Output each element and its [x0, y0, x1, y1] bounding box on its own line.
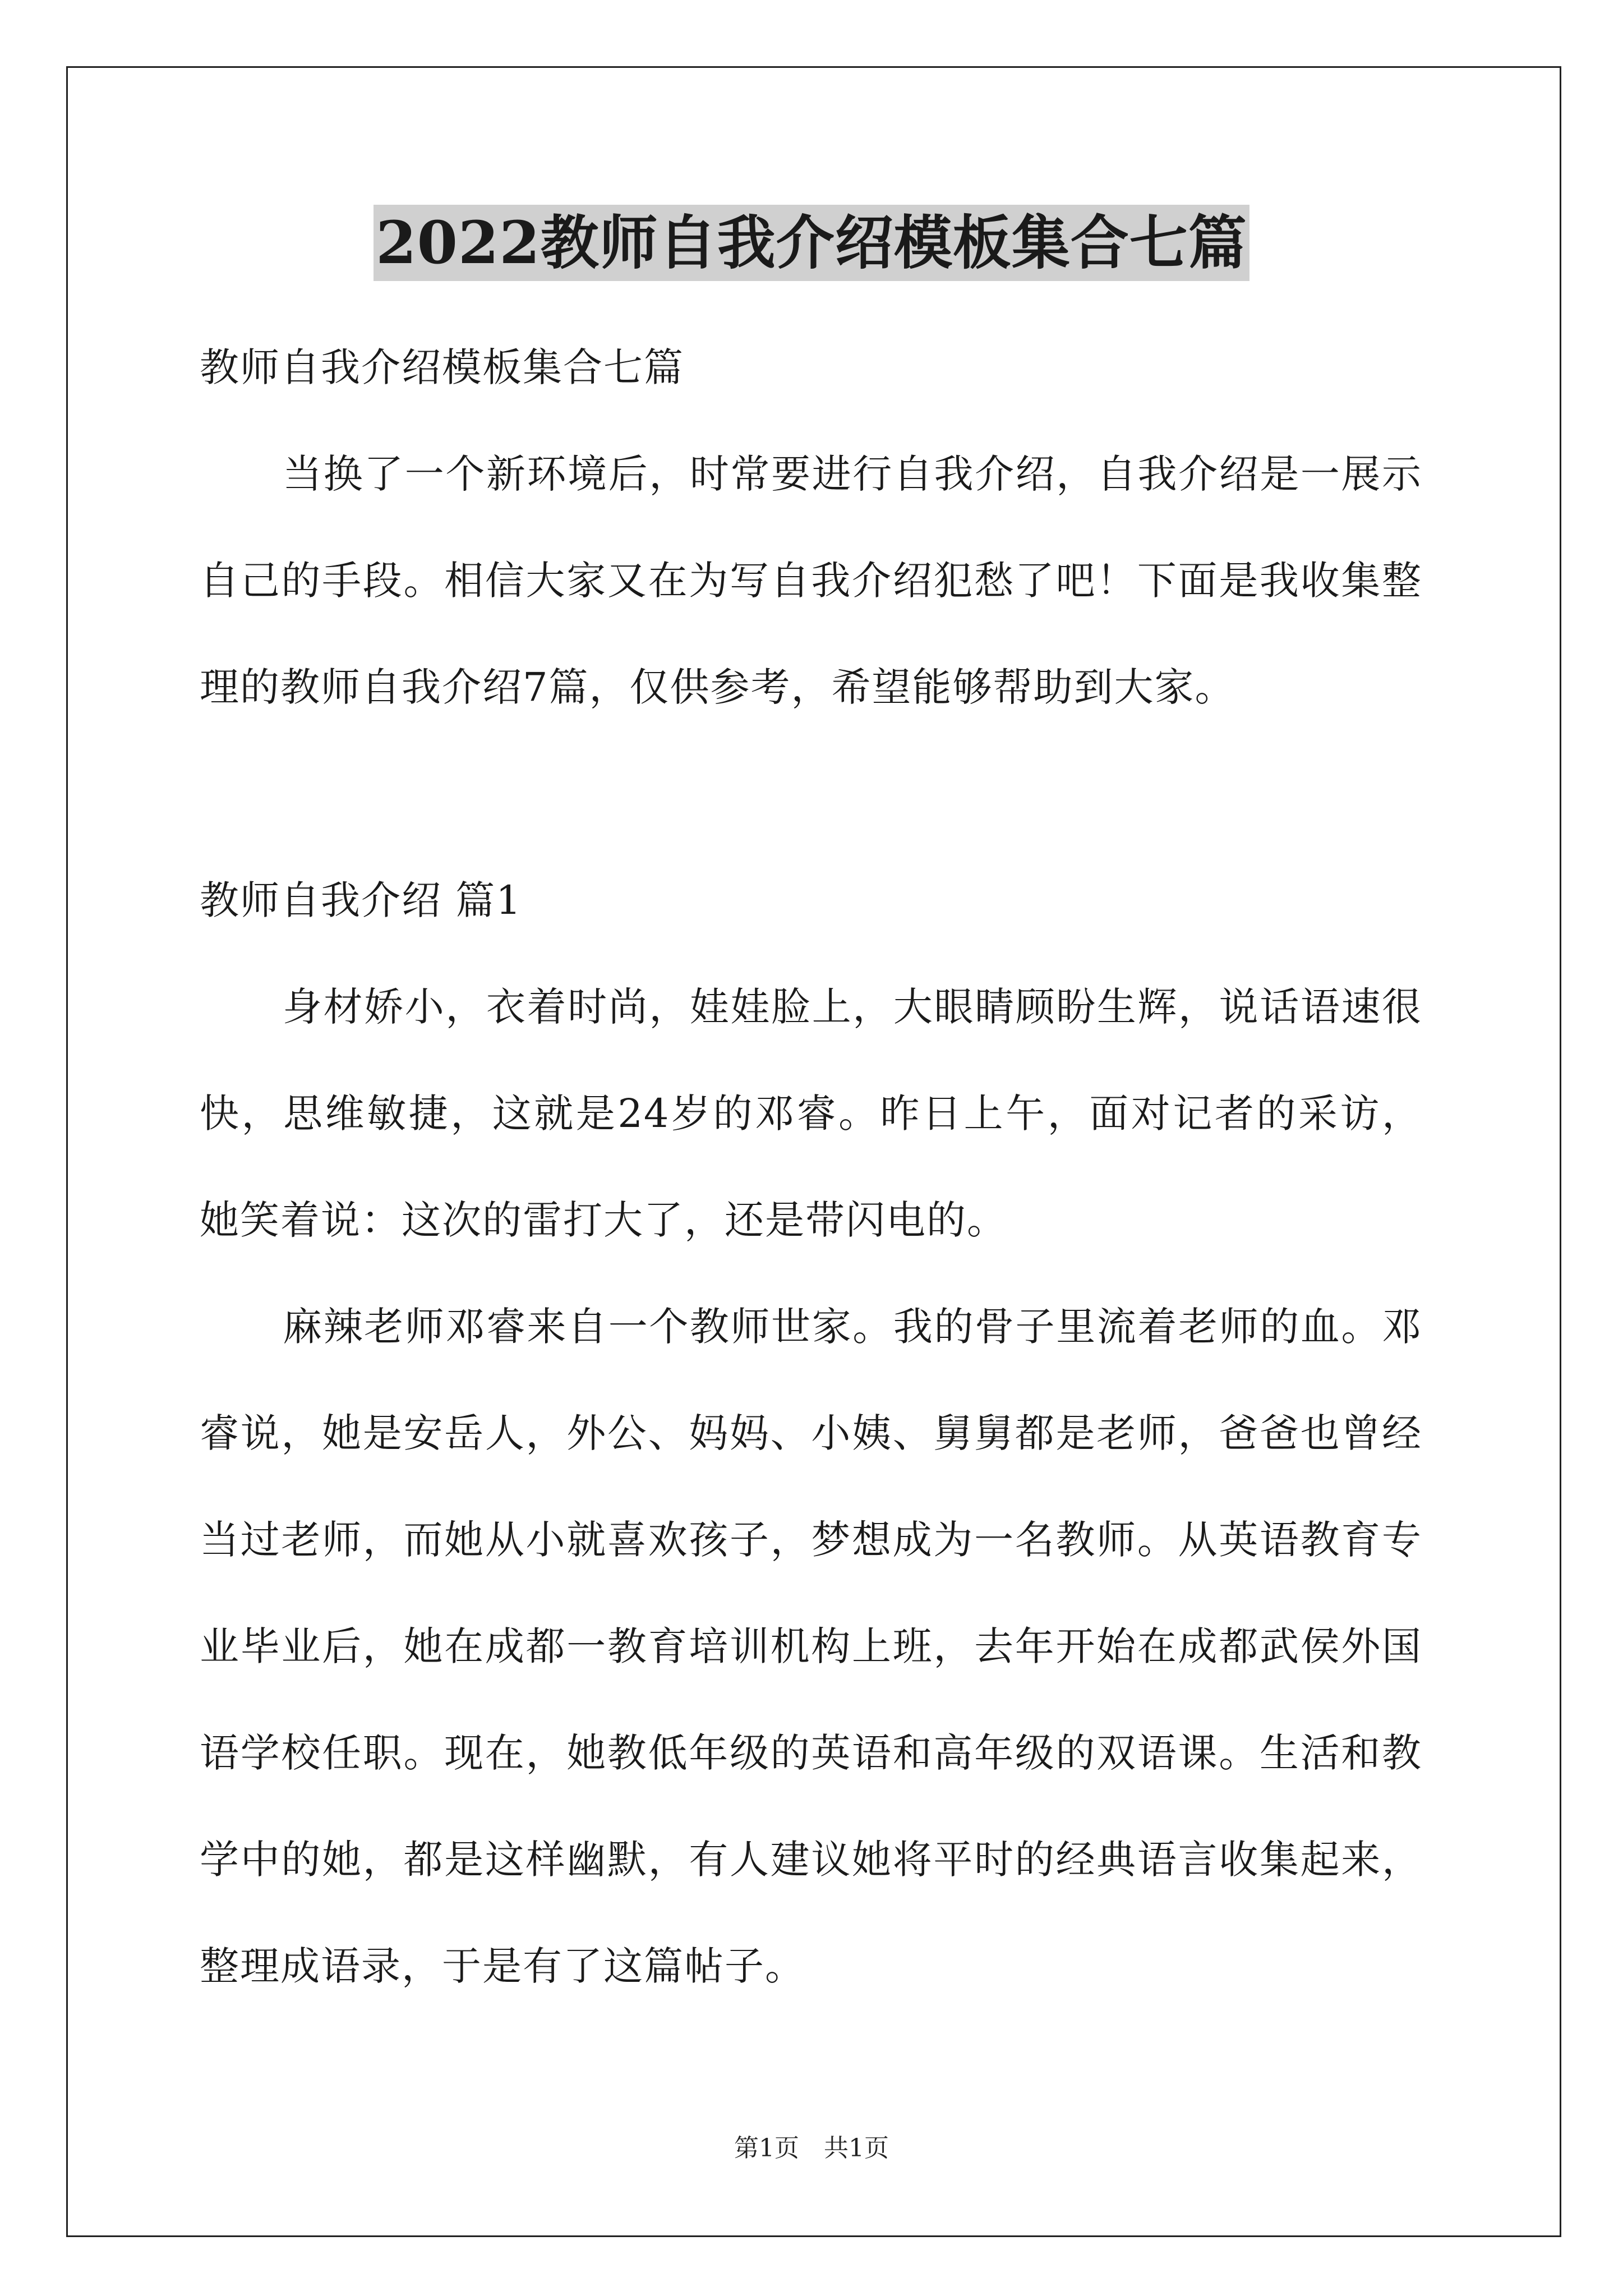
section-spacer — [200, 740, 1422, 847]
document-title-text: 2022教师自我介绍模板集合七篇 — [374, 205, 1249, 281]
body-paragraph: 身材娇小，衣着时尚，娃娃脸上，大眼睛顾盼生辉，说话语速很快，思维敏捷，这就是24岁的邓睿。昨日上午，面对记者的采访，她笑着说：这次的雷打大了，还是带闪电的。 — [200, 984, 1422, 1243]
page-footer: 第1页 共1页 — [734, 2134, 889, 2162]
document-body — [200, 314, 1422, 2019]
intro-paragraph: 当换了一个新环境后，时常要进行自我介绍，自我介绍是一展示自己的手段。相信大家又在为写自我介绍犯愁了吧！下面是我收集整理的教师自我介绍7篇，仅供参考，希望能够帮助到大家。 — [200, 451, 1422, 710]
body-paragraph: 麻辣老师邓睿来自一个教师世家。我的骨子里流着老师的血。邓睿说，她是安岳人，外公、妈妈、小姨、舅舅都是老师，爸爸也曾经当过老师，而她从小就喜欢孩子，梦想成为一名教师。从英语教育专业毕业后，她在成都一教育培训机构上班，去年开始在成都武侯外国语学校任职。现在，她教低年级的英语和高年级的双语课。生活和教学中的她，都是这样幽默，有人建议她将平时的经典语言收集起来，整理成语录，于是有了这篇帖子。 — [200, 1304, 1422, 1989]
document-title — [0, 205, 1623, 281]
document-subtitle: 教师自我介绍模板集合七篇 — [200, 344, 684, 390]
section-heading: 教师自我介绍 篇1 — [200, 877, 522, 923]
